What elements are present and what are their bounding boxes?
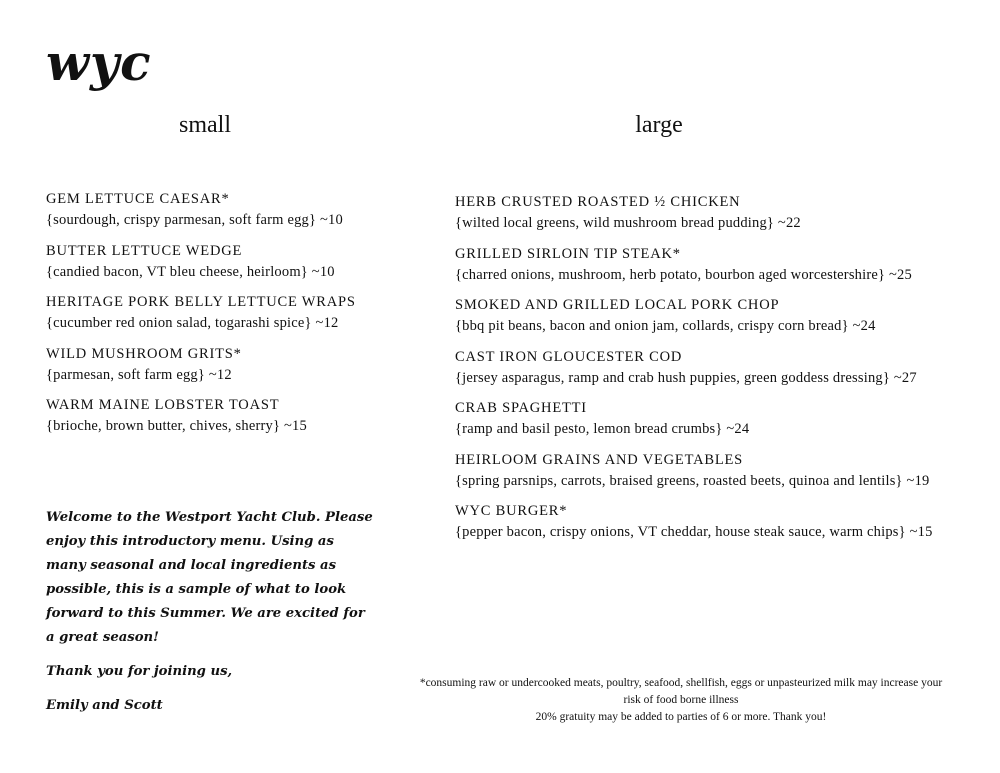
welcome-note [46, 506, 376, 728]
menu-item [46, 344, 426, 396]
dish-name: HEIRLOOM GRAINS AND VEGETABLES [455, 451, 744, 468]
dish-name: BUTTER LETTUCE WEDGE [46, 242, 243, 259]
dish-name: WYC BURGER* [455, 503, 568, 519]
dish-description: {ramp and basil pesto, lemon bread crumbs} ~24 [455, 421, 750, 437]
gratuity-note: 20% gratuity may be added to parties of 6 or more. Thank you! [535, 711, 827, 723]
menu-item [455, 398, 975, 450]
small-plates-heading: small [179, 112, 231, 138]
menu-item [455, 501, 975, 553]
dish-name: GRILLED SIRLOIN TIP STEAK* [455, 245, 681, 262]
large-plates-list [455, 192, 975, 553]
menu-item [455, 192, 975, 244]
menu-item [455, 450, 975, 502]
dish-description: {sourdough, crispy parmesan, soft farm egg} ~10 [46, 212, 343, 228]
menu-item [46, 241, 426, 293]
welcome-signature: Emily and Scott [46, 698, 163, 713]
welcome-thanks: Thank you for joining us, [46, 664, 233, 679]
dish-description: {charred onions, mushroom, herb potato, bourbon aged worcestershire} ~25 [455, 266, 912, 283]
dish-name: HERB CRUSTED ROASTED ½ CHICKEN [455, 194, 741, 210]
large-plates-heading: large [635, 112, 683, 138]
menu-item [455, 244, 975, 296]
welcome-message: Welcome to the Westport Yacht Club. Please enjoy this introductory menu. Using as many seasonal and local ingredients as possible, this is a sample of what to look forward to this Summer. We are excited for a great season! [46, 510, 373, 645]
dish-description: {parmesan, soft farm egg} ~12 [46, 366, 232, 383]
food-safety-warning: *consuming raw or undercooked meats, poultry, seafood, shellfish, eggs or unpasteurized milk may increase your risk of food borne illness [419, 677, 943, 706]
dish-description: {candied bacon, VT bleu cheese, heirloom} ~10 [46, 263, 335, 280]
dish-name: CRAB SPAGHETTI [455, 400, 587, 416]
dish-description: {pepper bacon, crispy onions, VT cheddar, house steak sauce, warm chips} ~15 [455, 524, 933, 540]
dish-name: CAST IRON GLOUCESTER COD [455, 348, 683, 365]
dish-name: WILD MUSHROOM GRITS* [46, 345, 242, 362]
dish-description: {bbq pit beans, bacon and onion jam, collards, crispy corn bread} ~24 [455, 318, 876, 334]
dish-name: HERITAGE PORK BELLY LETTUCE WRAPS [46, 294, 356, 310]
menu-item [46, 292, 426, 344]
dish-description: {brioche, brown butter, chives, sherry} ~15 [46, 418, 307, 434]
menu-item [455, 347, 975, 399]
dish-name: GEM LETTUCE CAESAR* [46, 191, 230, 207]
menu-item [455, 295, 975, 347]
small-plates-list [46, 189, 426, 447]
dish-name: SMOKED AND GRILLED LOCAL PORK CHOP [455, 297, 780, 313]
menu-item [46, 189, 426, 241]
dish-description: {wilted local greens, wild mushroom bread pudding} ~22 [455, 215, 801, 231]
menu-item [46, 395, 426, 447]
dish-description: {cucumber red onion salad, togarashi spice} ~12 [46, 315, 339, 331]
footnote [410, 675, 952, 726]
dish-description: {spring parsnips, carrots, braised greens, roasted beets, quinoa and lentils} ~19 [455, 472, 930, 489]
restaurant-logo: wyc [46, 33, 152, 92]
dish-name: WARM MAINE LOBSTER TOAST [46, 397, 280, 413]
dish-description: {jersey asparagus, ramp and crab hush puppies, green goddess dressing} ~27 [455, 369, 917, 386]
